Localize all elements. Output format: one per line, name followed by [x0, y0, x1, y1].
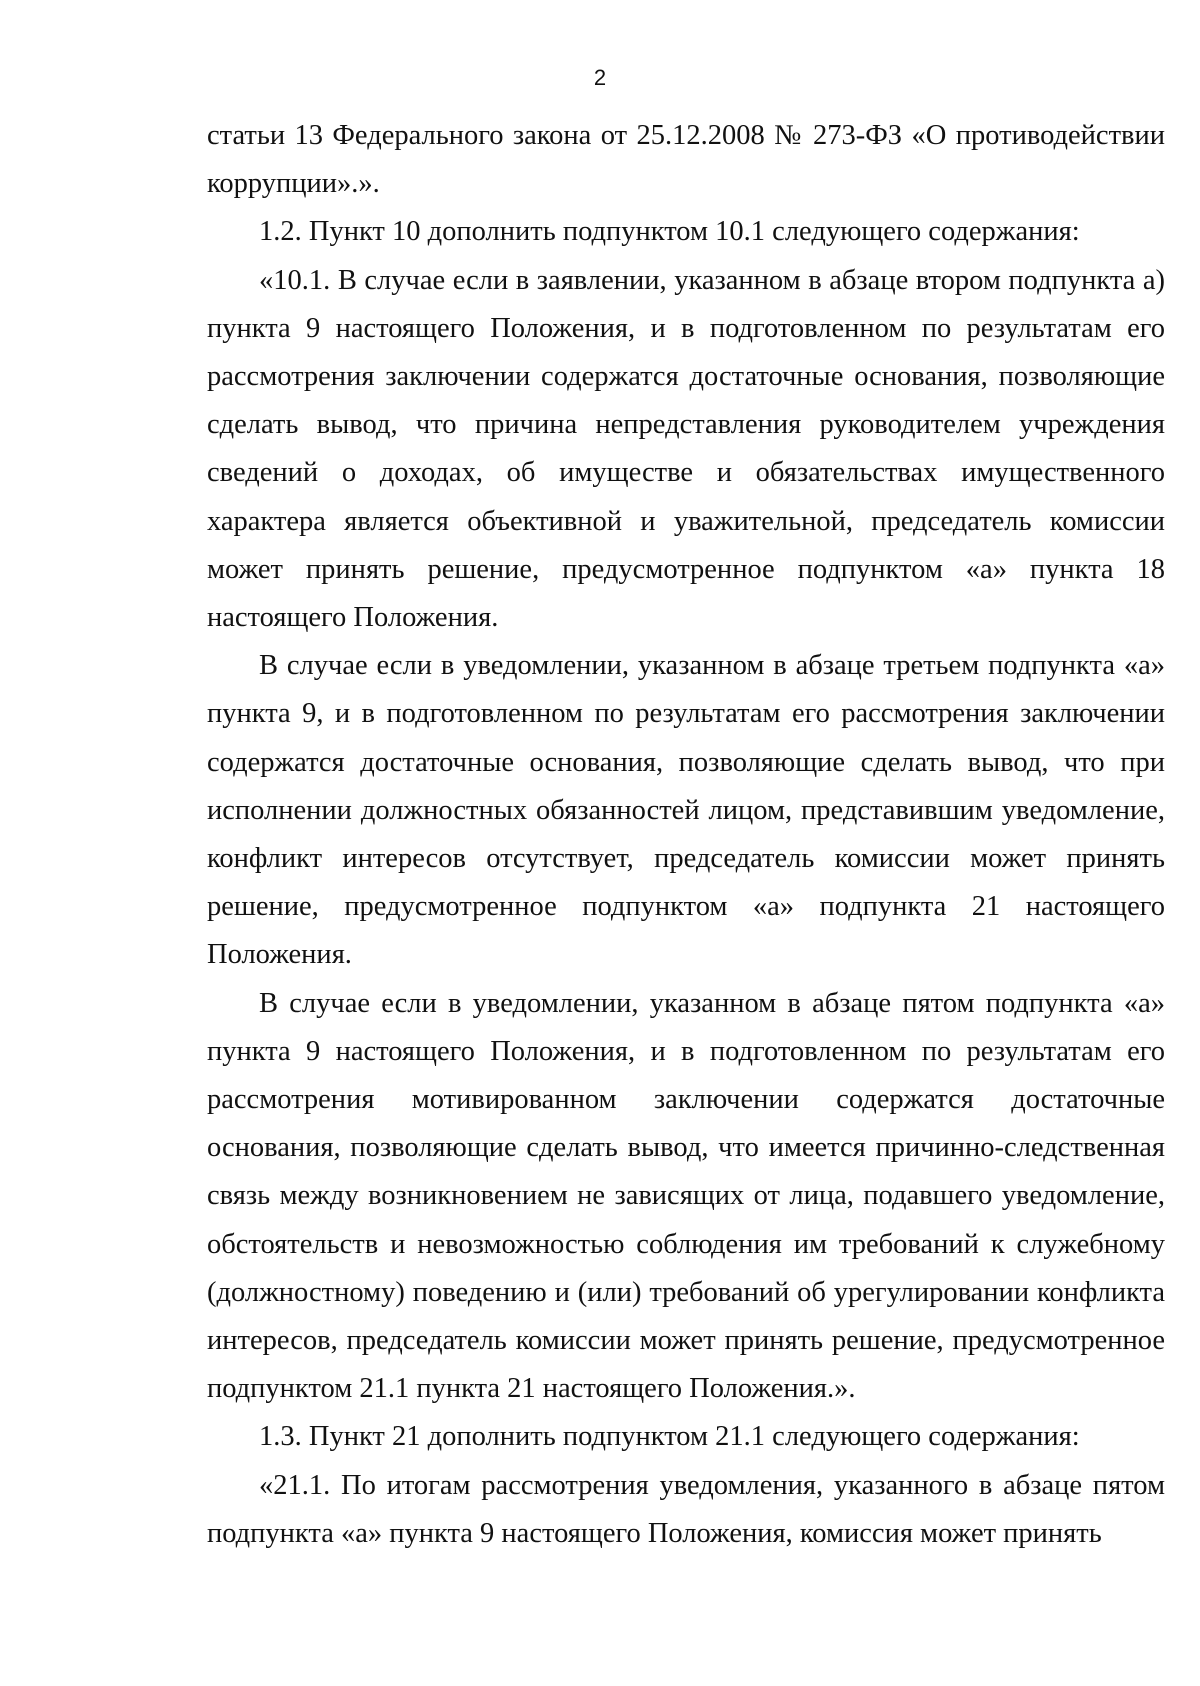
paragraph-clause-21-1: «21.1. По итогам рассмотрения уведомления, указанного в абзаце пятом подпункта «а» пункта 9 настоящего Положения, комиссия может принять [207, 1469, 1165, 1549]
page-number: 2 [593, 65, 607, 90]
paragraph-amendment-1-3: 1.3. Пункт 21 дополнить подпунктом 21.1 следующего содержания: [259, 1421, 1080, 1453]
document-body [207, 112, 1165, 1558]
paragraph-fifth-abzac-case: В случае если в уведомлении, указанном в абзаце пятом подпункта «а» пункта 9 настоящего Положения, и в подготовленном по результатам его рассмотрения мотивированном заключении содержатся достаточные основания, позволяющие сделать вывод, что имеется причинно-следственная связь между возникновением не зависящих от лица, подавшего уведомление, обстоятельств и невозможностью соблюдения им требований к служебному (должностному) поведению и (или) требований об урегулировании конфликта интересов, председатель комиссии может принять решение, предусмотренное подпунктом 21.1 пункта 21 настоящего Положения.». [207, 987, 1165, 1405]
paragraph-continuation: статьи 13 Федерального закона от 25.12.2008 № 273-ФЗ «О противодействии коррупции».». [207, 120, 1165, 200]
paragraph-third-abzac-case: В случае если в уведомлении, указанном в абзаце третьем подпункта «а» пункта 9, и в подготовленном по результатам его рассмотрения заключении содержатся достаточные основания, позволяющие сделать вывод, что при исполнении должностных обязанностей лицом, представившим уведомление, конфликт интересов отсутствует, председатель комиссии может принять решение, предусмотренное подпунктом «а» подпункта 21 настоящего Положения. [207, 650, 1165, 971]
paragraph-clause-10-1: «10.1. В случае если в заявлении, указанном в абзаце втором подпункта а) пункта 9 настоящего Положения, и в подготовленном по результатам его рассмотрения заключении содержатся достаточные основания, позволяющие сделать вывод, что причина непредставления руководителем учреждения сведений о доходах, об имуществе и обязательствах имущественного характера является объективной и уважительной, председатель комиссии может принять решение, предусмотренное подпунктом «а» пункта 18 настоящего Положения. [207, 264, 1165, 634]
paragraph-amendment-1-2: 1.2. Пункт 10 дополнить подпунктом 10.1 следующего содержания: [259, 216, 1080, 248]
